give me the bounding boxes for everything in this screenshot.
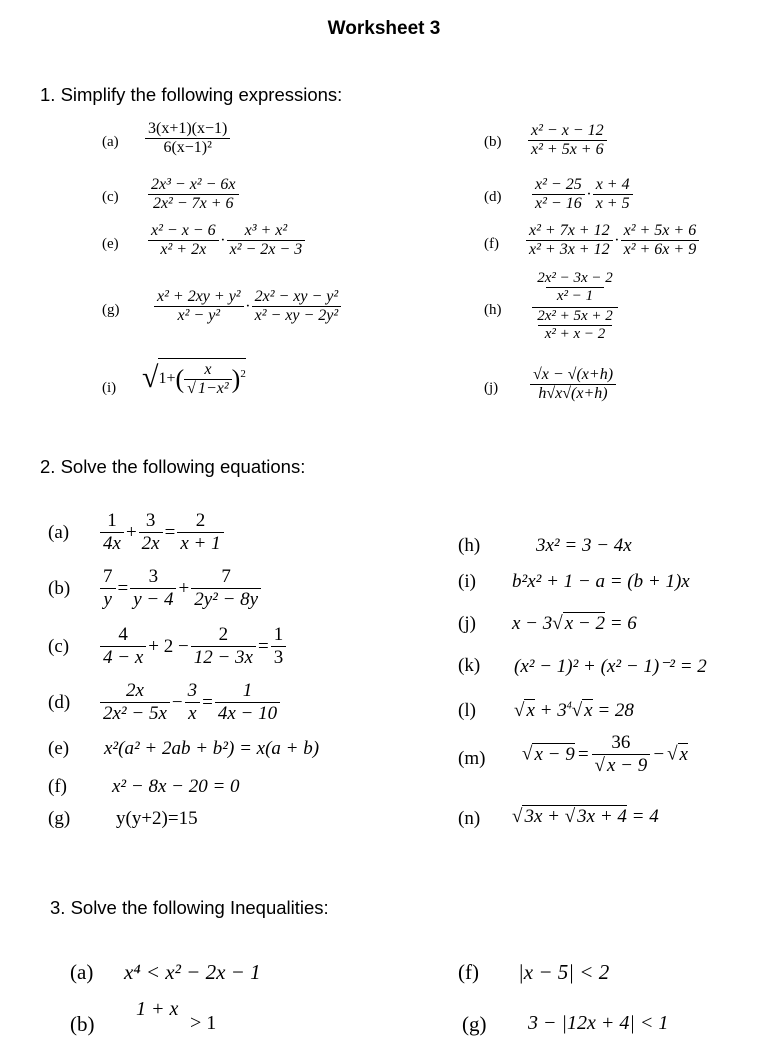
s3-g-expr: 3 − |12x + 4| < 1: [528, 1012, 669, 1034]
s1-j-expr: [530, 366, 616, 403]
s2-m-den: x − 9: [606, 755, 648, 776]
s1-g-expr: $\frac{\text{x² + 2xy + y²}}{\text{x² − y²}}$ · $\frac{\text{2x² − xy − y²}}{\text{x² − xy − 2y²}}$: [154, 288, 341, 325]
s3-b-num: 1 + x: [136, 998, 179, 1020]
s1-b-den: x² + 5x + 6: [531, 141, 604, 158]
s2-d-expr: $\frac{2x}{\text{2x² − 5x}}$ − $\frac{3}{x}$ = $\frac{1}{4x - 10}$: [100, 680, 280, 725]
s2-a-n2: 3: [139, 510, 163, 533]
s3-a-label: (a): [70, 960, 94, 984]
s2-l-r1: x: [526, 700, 535, 721]
s2-b-d3: 2y² − 8y: [194, 589, 259, 610]
s2-h-label: (h): [458, 535, 481, 556]
s1-h-n1: 2x² − 3x − 2: [537, 270, 613, 286]
s2-l-r2: x: [584, 700, 593, 721]
s1-i-inner: 1−x²: [197, 380, 229, 397]
s2-b-d1: y: [103, 589, 112, 610]
s1-i-exp: 2: [240, 367, 246, 380]
s1-e-num2: x³ + x²: [227, 222, 306, 241]
s1-i-label: (i): [102, 380, 117, 396]
s1-f-num1: x² + 7x + 12: [526, 222, 613, 241]
s1-e-den1: x² + 2x: [160, 241, 207, 258]
s1-h-n2: 2x² + 5x + 2: [532, 307, 618, 325]
s2-h-expr: 3x² = 3 − 4x: [536, 535, 632, 556]
s3-f-label: (f): [458, 960, 479, 984]
s2-b-n3: 7: [191, 566, 261, 589]
section2-heading: 2. Solve the following equations:: [40, 456, 306, 477]
s2-c-mid: + 2 −: [148, 635, 189, 657]
s2-l-post: = 28: [592, 700, 634, 721]
s2-c-label: (c): [48, 636, 70, 657]
s1-e-label: (e): [102, 236, 119, 252]
s2-n-post: = 4: [626, 806, 659, 827]
s2-j-post: = 6: [604, 613, 637, 634]
s1-f-den2: x² + 6x + 9: [623, 241, 697, 258]
s2-a-expr: $\frac{1}{4x}$ + $\frac{3}{2x}$ = $\frac{2}{x + 1}$: [100, 510, 224, 555]
s2-g-expr: y(y+2)=15: [116, 808, 198, 829]
s2-b-expr: $\frac{7}{y}$ = $\frac{3}{y - 4}$ + $\frac{7}{\text{2y² − 8y}}$: [100, 566, 261, 611]
s2-d-n3: 1: [215, 680, 280, 703]
s1-g-num1: x² + 2xy + y²: [154, 288, 244, 307]
s2-c-n2: 2: [191, 624, 256, 647]
s1-h-d1: x² − 1: [546, 287, 604, 305]
s1-g-label: (g): [102, 302, 120, 318]
s2-n-expr: √ 3x + √ 3x + 4 = 4: [512, 806, 659, 827]
s2-m-expr: √ x − 9 = $\frac{36}{√ x - 9}$ − √ x: [522, 732, 688, 776]
s1-a-expr: [145, 120, 230, 157]
s2-c-n1: 4: [100, 624, 146, 647]
s1-e-num1: x² − x − 6: [148, 222, 219, 241]
s2-d-label: (d): [48, 692, 71, 713]
s1-g-den2: x² − xy − 2y²: [254, 307, 339, 324]
s2-d-d1: 2x² − 5x: [103, 703, 167, 724]
s1-a-label: (a): [102, 134, 119, 150]
s2-g-label: (g): [48, 808, 71, 829]
s2-j-label: (j): [458, 613, 476, 634]
s2-m-label: (m): [458, 748, 486, 769]
s2-b-n1: 7: [100, 566, 116, 589]
s2-m-r3: x: [679, 743, 688, 765]
s2-k-label: (k): [458, 655, 481, 676]
s2-e-expr: x²(a² + 2ab + b²) = x(a + b): [104, 738, 320, 759]
s1-f-den1: x² + 3x + 12: [529, 241, 610, 258]
s1-b-label: (b): [484, 134, 502, 150]
s1-i-x: x: [184, 361, 231, 380]
s2-c-d2: 12 − 3x: [193, 647, 253, 668]
section3-heading: 3. Solve the following Inequalities:: [50, 897, 329, 918]
s2-a-n3: 2: [177, 510, 223, 533]
s2-m-num: 36: [592, 732, 651, 755]
s1-h-expr: [532, 270, 618, 343]
s1-b-expr: [528, 122, 607, 159]
section1-heading: 1. Simplify the following expressions:: [40, 84, 343, 105]
s1-j-label: (j): [484, 380, 499, 396]
s1-e-den2: x² − 2x − 3: [229, 241, 303, 258]
s1-i-expr: √1+( $\frac{x}{\text{√ 1−x²}}$ )$^2$: [142, 358, 246, 398]
s1-h-d2: x² + x − 2: [538, 325, 612, 343]
s2-d-d2: x: [188, 703, 197, 724]
s2-l-expr: √ $x + 3^4√$ x = 28: [514, 700, 634, 721]
s2-j-pre: x − 3: [512, 613, 553, 634]
s1-i-one: 1+: [158, 370, 176, 388]
s1-a-den: 6(x−1)²: [163, 139, 212, 156]
s1-c-expr: [148, 176, 239, 213]
s2-j-rad: x − 2: [564, 613, 605, 634]
s2-n-inner: 3x + 4: [577, 806, 627, 827]
s1-c-num: 2x³ − x² − 6x: [148, 176, 239, 195]
s3-b-label: (b): [70, 1012, 95, 1036]
s2-a-label: (a): [48, 522, 70, 543]
s1-d-expr: $\frac{\text{x² − 25}}{\text{x² − 16}}$ · $\frac{x + 4}{x + 5}$: [532, 176, 633, 213]
s2-k-expr: (x² − 1)² + (x² − 1)⁻² = 2: [514, 656, 707, 677]
s2-b-n2: 3: [130, 566, 176, 589]
s1-e-expr: $\frac{\text{x² − x − 6}}{\text{x² + 2x}}$ · $\frac{\text{x³ + x²}}{\text{x² − 2x − 3}}$: [148, 222, 305, 259]
s2-c-d3: 3: [273, 647, 284, 668]
s2-a-d3: x + 1: [180, 533, 221, 554]
s1-h-label: (h): [484, 302, 502, 318]
s2-a-d2: 2x: [141, 533, 160, 554]
s2-n-outer: 3x +: [524, 806, 565, 827]
s1-b-num: x² − x − 12: [528, 122, 607, 141]
s2-l-idx: 4: [566, 700, 572, 712]
s1-d-label: (d): [484, 189, 502, 205]
s3-f-expr: |x − 5| < 2: [518, 960, 610, 984]
s2-n-label: (n): [458, 808, 481, 829]
s1-d-den1: x² − 16: [535, 195, 582, 212]
s1-g-den1: x² − y²: [177, 307, 221, 324]
s2-j-expr: x − 3√ x − 2 = 6: [512, 613, 637, 634]
s1-d-num2: x + 4: [593, 176, 633, 195]
s3-b-rest: > 1: [190, 1012, 217, 1034]
s2-f-expr: x² − 8x − 20 = 0: [112, 776, 240, 797]
s1-c-den: 2x² − 7x + 6: [152, 195, 234, 212]
s2-e-label: (e): [48, 738, 70, 759]
s2-m-r1: x − 9: [534, 743, 575, 765]
s1-d-den2: x + 5: [595, 195, 630, 212]
s2-d-d3: 4x − 10: [217, 703, 278, 724]
s2-d-n2: 3: [185, 680, 201, 703]
worksheet-title: Worksheet 3: [327, 18, 441, 39]
s1-j-num: √x − √(x+h): [530, 366, 616, 385]
s2-c-expr: $\frac{4}{4 - x}$ + 2 − $\frac{2}{12 - 3x}$ = $\frac{1}{3}$: [100, 624, 286, 669]
s2-b-label: (b): [48, 578, 71, 599]
s2-f-label: (f): [48, 776, 67, 797]
s2-c-n3: 1: [271, 624, 287, 647]
s2-a-d1: 4x: [103, 533, 121, 554]
s1-f-num2: x² + 5x + 6: [621, 222, 700, 241]
s2-b-d2: y − 4: [133, 589, 174, 610]
s3-a-expr: x⁴ < x² − 2x − 1: [124, 960, 261, 984]
s1-g-num2: 2x² − xy − y²: [252, 288, 342, 307]
s1-c-label: (c): [102, 189, 119, 205]
s1-j-den: h√x√(x+h): [538, 385, 608, 402]
s2-i-expr: b²x² + 1 − a = (b + 1)x: [512, 571, 690, 592]
s2-d-n1: 2x: [100, 680, 170, 703]
s2-c-d1: 4 − x: [103, 647, 144, 668]
s1-f-label: (f): [484, 236, 499, 252]
s3-g-label: (g): [462, 1012, 487, 1036]
s2-i-label: (i): [458, 571, 476, 592]
s2-l-mid: + 3: [534, 700, 567, 721]
s2-l-label: (l): [458, 700, 476, 721]
s1-d-num1: x² − 25: [532, 176, 585, 195]
s2-a-n1: 1: [100, 510, 124, 533]
s1-f-expr: $\frac{\text{x² + 7x + 12}}{\text{x² + 3x + 12}}$ · $\frac{\text{x² + 5x + 6}}{\text{x² + 6x + 9}}$: [526, 222, 699, 259]
s1-a-num: 3(x+1)(x−1): [145, 120, 230, 139]
